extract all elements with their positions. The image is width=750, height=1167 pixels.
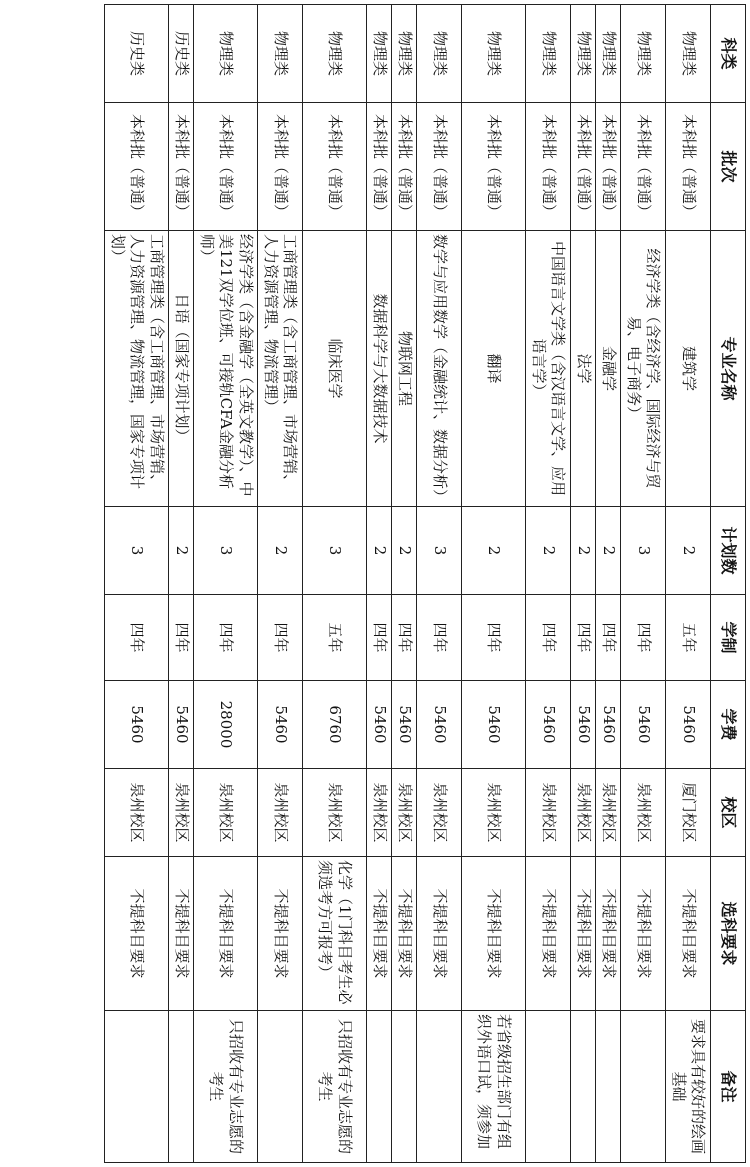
cell-fee: 5460 (526, 681, 571, 769)
cell-batch: 本科批（普通） (621, 103, 666, 231)
header-category: 科类 (711, 5, 746, 103)
cell-plan: 2 (596, 507, 621, 595)
cell-campus: 泉州校区 (462, 769, 526, 857)
cell-duration: 四年 (526, 595, 571, 681)
cell-campus: 泉州校区 (392, 769, 417, 857)
cell-campus: 泉州校区 (169, 769, 194, 857)
cell-major: 数学与应用数学（金融统计、数据分析） (417, 231, 462, 507)
cell-batch: 本科批（普通） (666, 103, 711, 231)
cell-duration: 四年 (169, 595, 194, 681)
cell-duration: 四年 (621, 595, 666, 681)
cell-note (392, 1011, 417, 1163)
table-row (169, 5, 194, 1163)
cell-category: 历史类 (169, 5, 194, 103)
cell-requirement: 不提科目要求 (194, 857, 258, 1011)
header-major: 专业名称 (711, 231, 746, 507)
cell-major: 中国语言文学类（含汉语言文学、应用语言学） (526, 231, 571, 507)
cell-category: 物理类 (571, 5, 596, 103)
cell-fee: 5460 (621, 681, 666, 769)
cell-requirement: 不提科目要求 (462, 857, 526, 1011)
cell-campus: 泉州校区 (417, 769, 462, 857)
cell-requirement: 不提科目要求 (105, 857, 169, 1011)
cell-note (169, 1011, 194, 1163)
cell-plan: 2 (462, 507, 526, 595)
cell-category: 历史类 (105, 5, 169, 103)
cell-note (367, 1011, 392, 1163)
cell-duration: 四年 (571, 595, 596, 681)
table-row (194, 5, 258, 1163)
cell-campus: 泉州校区 (194, 769, 258, 857)
cell-fee: 6760 (303, 681, 367, 769)
cell-category: 物理类 (417, 5, 462, 103)
cell-duration: 四年 (392, 595, 417, 681)
cell-major: 工商管理类（含工商管理、市场营销、人力资源管理、物流管理，国家专项计划） (105, 231, 169, 507)
cell-major: 数据科学与大数据技术 (367, 231, 392, 507)
cell-requirement: 不提科目要求 (392, 857, 417, 1011)
cell-requirement: 不提科目要求 (526, 857, 571, 1011)
cell-campus: 厦门校区 (666, 769, 711, 857)
table-row (621, 5, 666, 1163)
cell-duration: 四年 (417, 595, 462, 681)
cell-note: 若省级招生部门有组织外语口试，须参加 (462, 1011, 526, 1163)
cell-fee: 5460 (596, 681, 621, 769)
cell-plan: 2 (571, 507, 596, 595)
cell-batch: 本科批（普通） (596, 103, 621, 231)
header-campus: 校区 (711, 769, 746, 857)
cell-major: 日语（国家专项计划） (169, 231, 194, 507)
cell-duration: 五年 (666, 595, 711, 681)
cell-major: 法学 (571, 231, 596, 507)
cell-major: 翻译 (462, 231, 526, 507)
cell-plan: 3 (105, 507, 169, 595)
cell-batch: 本科批（普通） (417, 103, 462, 231)
cell-plan: 2 (169, 507, 194, 595)
cell-note (621, 1011, 666, 1163)
cell-requirement: 不提科目要求 (621, 857, 666, 1011)
cell-note (596, 1011, 621, 1163)
cell-batch: 本科批（普通） (571, 103, 596, 231)
cell-requirement: 不提科目要求 (258, 857, 303, 1011)
table-row (417, 5, 462, 1163)
cell-requirement: 不提科目要求 (169, 857, 194, 1011)
cell-campus: 泉州校区 (303, 769, 367, 857)
cell-batch: 本科批（普通） (303, 103, 367, 231)
cell-fee: 5460 (392, 681, 417, 769)
header-plan: 计划数 (711, 507, 746, 595)
cell-batch: 本科批（普通） (194, 103, 258, 231)
cell-category: 物理类 (666, 5, 711, 103)
cell-plan: 3 (417, 507, 462, 595)
header-batch: 批次 (711, 103, 746, 231)
cell-category: 物理类 (462, 5, 526, 103)
table-row (367, 5, 392, 1163)
cell-plan: 2 (258, 507, 303, 595)
cell-campus: 泉州校区 (571, 769, 596, 857)
cell-category: 物理类 (258, 5, 303, 103)
cell-plan: 2 (666, 507, 711, 595)
cell-plan: 3 (303, 507, 367, 595)
cell-duration: 五年 (303, 595, 367, 681)
cell-note (571, 1011, 596, 1163)
cell-requirement: 不提科目要求 (596, 857, 621, 1011)
cell-batch: 本科批（普通） (258, 103, 303, 231)
cell-campus: 泉州校区 (105, 769, 169, 857)
cell-note: 只招收有专业志愿的考生 (194, 1011, 258, 1163)
cell-fee: 5460 (666, 681, 711, 769)
cell-requirement: 不提科目要求 (666, 857, 711, 1011)
header-row (711, 5, 746, 1163)
cell-batch: 本科批（普通） (367, 103, 392, 231)
table-row (526, 5, 571, 1163)
table-row (596, 5, 621, 1163)
cell-batch: 本科批（普通） (462, 103, 526, 231)
cell-major: 临床医学 (303, 231, 367, 507)
cell-major: 建筑学 (666, 231, 711, 507)
cell-category: 物理类 (596, 5, 621, 103)
cell-fee: 5460 (417, 681, 462, 769)
admission-plan-table (104, 4, 746, 1163)
cell-note (105, 1011, 169, 1163)
header-duration: 学制 (711, 595, 746, 681)
table-row (571, 5, 596, 1163)
cell-campus: 泉州校区 (596, 769, 621, 857)
cell-plan: 2 (367, 507, 392, 595)
cell-plan: 3 (621, 507, 666, 595)
cell-category: 物理类 (303, 5, 367, 103)
cell-major: 经济学类（含金融学（全英文教学）、中美121双学位班、可接轨CFA金融分析师） (194, 231, 258, 507)
cell-duration: 四年 (194, 595, 258, 681)
cell-requirement: 化学（1门科目考生必须选考方可报考） (303, 857, 367, 1011)
cell-major: 经济学类（含经济学、国际经济与贸易、电子商务） (621, 231, 666, 507)
cell-note (417, 1011, 462, 1163)
cell-fee: 5460 (367, 681, 392, 769)
cell-plan: 2 (392, 507, 417, 595)
cell-fee: 5460 (169, 681, 194, 769)
cell-plan: 2 (526, 507, 571, 595)
cell-fee: 5460 (105, 681, 169, 769)
table-row (392, 5, 417, 1163)
header-fee: 学费 (711, 681, 746, 769)
cell-major: 金融学 (596, 231, 621, 507)
cell-batch: 本科批（普通） (392, 103, 417, 231)
cell-fee: 5460 (462, 681, 526, 769)
cell-requirement: 不提科目要求 (417, 857, 462, 1011)
table-row (303, 5, 367, 1163)
cell-note: 要求具有较好的绘画基础 (666, 1011, 711, 1163)
cell-batch: 本科批（普通） (105, 103, 169, 231)
cell-category: 物理类 (367, 5, 392, 103)
cell-campus: 泉州校区 (621, 769, 666, 857)
cell-requirement: 不提科目要求 (367, 857, 392, 1011)
cell-campus: 泉州校区 (258, 769, 303, 857)
cell-fee: 5460 (258, 681, 303, 769)
table-row (462, 5, 526, 1163)
cell-duration: 四年 (596, 595, 621, 681)
cell-note (526, 1011, 571, 1163)
cell-category: 物理类 (621, 5, 666, 103)
cell-note: 只招收有专业志愿的考生 (303, 1011, 367, 1163)
cell-requirement: 不提科目要求 (571, 857, 596, 1011)
cell-major: 物联网工程 (392, 231, 417, 507)
header-requirement: 选科要求 (711, 857, 746, 1011)
cell-category: 物理类 (194, 5, 258, 103)
cell-batch: 本科批（普通） (526, 103, 571, 231)
cell-batch: 本科批（普通） (169, 103, 194, 231)
cell-major: 工商管理类（含工商管理、市场营销、人力资源管理、物流管理） (258, 231, 303, 507)
cell-duration: 四年 (367, 595, 392, 681)
cell-duration: 四年 (462, 595, 526, 681)
cell-campus: 泉州校区 (367, 769, 392, 857)
table-row (666, 5, 711, 1163)
cell-campus: 泉州校区 (526, 769, 571, 857)
table-row (258, 5, 303, 1163)
cell-duration: 四年 (258, 595, 303, 681)
cell-duration: 四年 (105, 595, 169, 681)
cell-category: 物理类 (392, 5, 417, 103)
table-row (105, 5, 169, 1163)
cell-plan: 3 (194, 507, 258, 595)
cell-category: 物理类 (526, 5, 571, 103)
cell-note (258, 1011, 303, 1163)
cell-fee: 28000 (194, 681, 258, 769)
header-note: 备注 (711, 1011, 746, 1163)
cell-fee: 5460 (571, 681, 596, 769)
